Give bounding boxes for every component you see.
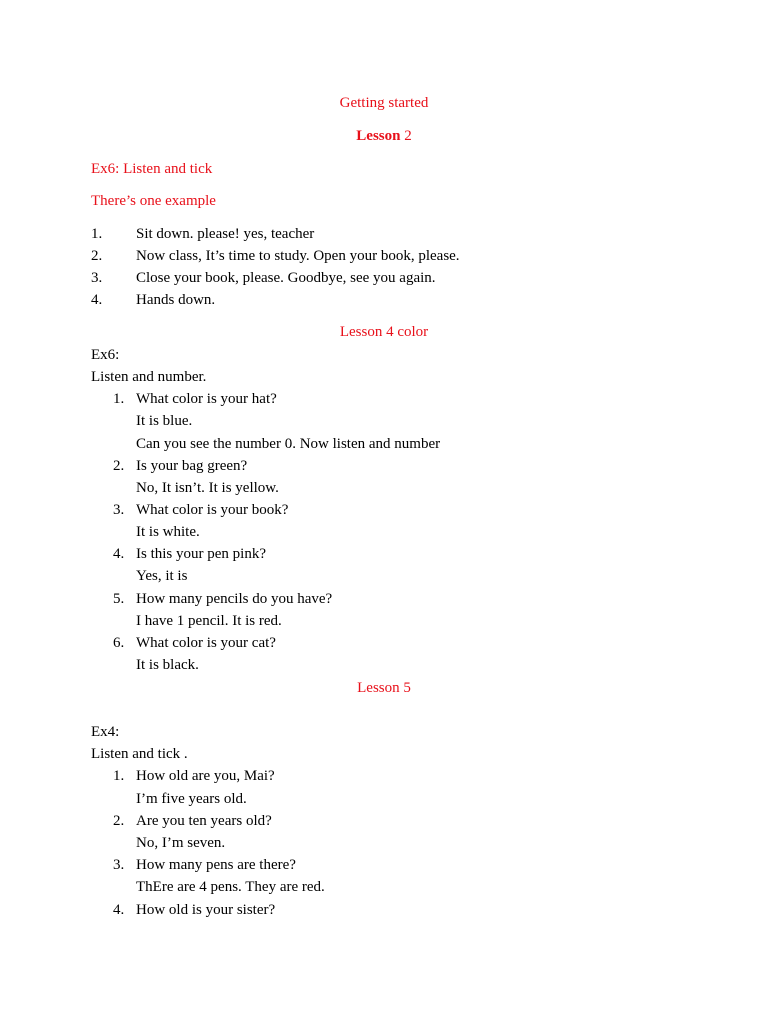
getting-started-heading: Getting started xyxy=(339,95,429,111)
list3-item-3-a: ThEre are 4 pens. They are red. xyxy=(136,879,325,895)
list1-number-4: 4. xyxy=(91,292,103,308)
list2-item-6-a: It is black. xyxy=(136,657,199,673)
lesson-5-heading: Lesson 5 xyxy=(357,680,411,696)
list3-item-1-q: How old are you, Mai? xyxy=(136,768,275,784)
listen-number-instruction: Listen and number. xyxy=(91,369,207,385)
list2-item-6-q: What color is your cat? xyxy=(136,635,276,651)
list2-number-5: 5. xyxy=(113,591,125,607)
ex6-listen-tick-heading: Ex6: Listen and tick xyxy=(91,161,213,177)
list3-item-3-q: How many pens are there? xyxy=(136,857,296,873)
list2-number-6: 6. xyxy=(113,635,125,651)
list3-number-3: 3. xyxy=(113,857,125,873)
list1-item-3: Close your book, please. Goodbye, see you again. xyxy=(136,270,436,286)
list3-item-2-a: No, I’m seven. xyxy=(136,835,226,851)
list1-number-3: 3. xyxy=(91,270,103,286)
list1-number-1: 1. xyxy=(91,226,103,242)
list2-item-1-q: What color is your hat? xyxy=(136,391,277,407)
list2-item-1-note: Can you see the number 0. Now listen and number xyxy=(136,436,441,452)
ex6-label: Ex6: xyxy=(91,347,120,363)
ex4-label: Ex4: xyxy=(91,724,120,740)
lesson-4-heading: Lesson 4 color xyxy=(339,324,429,340)
list2-number-3: 3. xyxy=(113,502,125,518)
listen-tick-instruction: Listen and tick . xyxy=(91,746,188,762)
list1-number-2: 2. xyxy=(91,248,103,264)
list1-item-1: Sit down. please! yes, teacher xyxy=(136,226,315,242)
list2-item-2-a: No, It isn’t. It is yellow. xyxy=(136,480,279,496)
list3-item-2-q: Are you ten years old? xyxy=(136,813,272,829)
lesson-2-bold: Lesson xyxy=(356,128,401,144)
list2-item-2-q: Is your bag green? xyxy=(136,458,248,474)
list3-item-1-a: I’m five years old. xyxy=(136,791,247,807)
list2-item-3-q: What color is your book? xyxy=(136,502,289,518)
list3-item-4-q: How old is your sister? xyxy=(136,902,276,918)
list3-number-4: 4. xyxy=(113,902,125,918)
list2-item-1-a: It is blue. xyxy=(136,413,193,429)
lesson-2-heading xyxy=(0,127,768,145)
list2-number-4: 4. xyxy=(113,546,125,562)
list3-number-2: 2. xyxy=(113,813,125,829)
one-example-heading: There’s one example xyxy=(91,193,216,209)
list2-number-2: 2. xyxy=(113,458,125,474)
list3-number-1: 1. xyxy=(113,768,125,784)
list2-item-3-a: It is white. xyxy=(136,524,200,540)
list1-item-2: Now class, It’s time to study. Open your book, please. xyxy=(136,248,460,264)
list1-item-4: Hands down. xyxy=(136,292,216,308)
lesson-2-number: 2 xyxy=(400,128,412,144)
list2-item-5-q: How many pencils do you have? xyxy=(136,591,333,607)
list2-item-4-q: Is this your pen pink? xyxy=(136,546,266,562)
list2-item-5-a: I have 1 pencil. It is red. xyxy=(136,613,282,629)
list2-number-1: 1. xyxy=(113,391,125,407)
list2-item-4-a: Yes, it is xyxy=(136,568,188,584)
